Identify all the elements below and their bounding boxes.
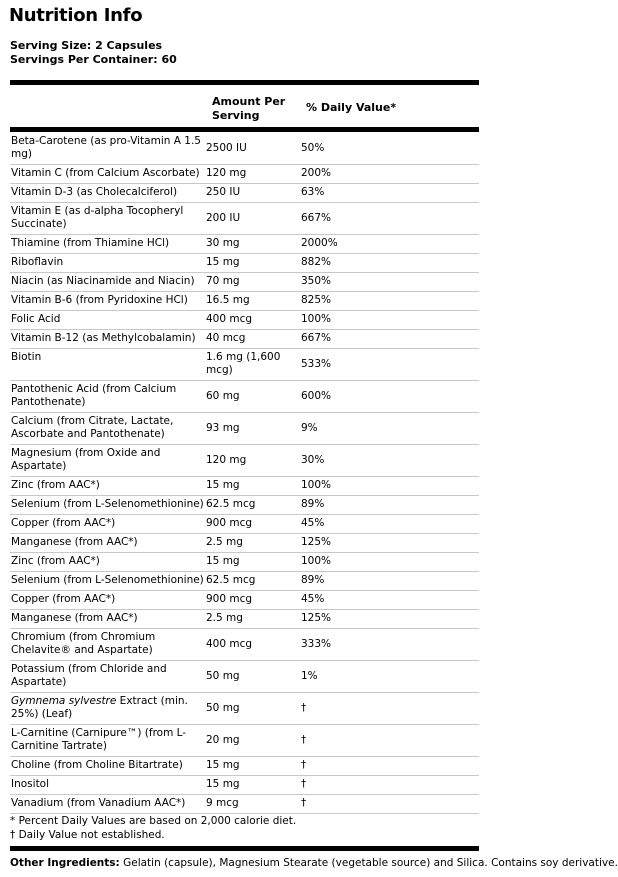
- table-row: [10, 515, 479, 534]
- nutrient-amount: 60 mg: [206, 381, 300, 413]
- nutrient-amount: 9 mcg: [206, 795, 300, 814]
- nutrient-amount: 15 mg: [206, 776, 300, 795]
- nutrient-name: Inositol: [10, 776, 206, 795]
- nutrient-daily-value: 667%: [300, 330, 479, 349]
- nutrient-name-italic: Gymnema sylvestre: [11, 695, 117, 707]
- nutrient-name: Vitamin E (as d-alpha Tocopheryl Succinate): [10, 203, 206, 235]
- nutrient-daily-value: †: [300, 693, 479, 725]
- table-row: [10, 591, 479, 610]
- other-ingredients-label: Other Ingredients:: [10, 857, 120, 869]
- nutrient-name: Copper (from AAC*): [10, 591, 206, 610]
- table-row: [10, 776, 479, 795]
- nutrient-name: Zinc (from AAC*): [10, 553, 206, 572]
- nutrient-daily-value: 200%: [300, 165, 479, 184]
- table-row: [10, 661, 479, 693]
- nutrient-name: Selenium (from L-Selenomethionine): [10, 572, 206, 591]
- table-row: [10, 725, 479, 757]
- nutrient-amount: 30 mg: [206, 235, 300, 254]
- nutrient-amount: 2.5 mg: [206, 534, 300, 553]
- table-row: [10, 165, 479, 184]
- nutrient-daily-value: 89%: [300, 496, 479, 515]
- table-row: [10, 757, 479, 776]
- table-row: [10, 496, 479, 515]
- nutrient-name: Manganese (from AAC*): [10, 610, 206, 629]
- nutrient-name: Potassium (from Chloride and Aspartate): [10, 661, 206, 693]
- nutrient-amount: 15 mg: [206, 757, 300, 776]
- nutrient-name: [10, 693, 206, 725]
- nutrient-amount: 70 mg: [206, 273, 300, 292]
- header-thick-rule: [10, 127, 479, 132]
- table-row: [10, 445, 479, 477]
- nutrient-table: [10, 133, 479, 814]
- nutrient-amount: 15 mg: [206, 553, 300, 572]
- nutrient-amount: 50 mg: [206, 661, 300, 693]
- nutrient-name: Selenium (from L-Selenomethionine): [10, 496, 206, 515]
- nutrient-daily-value: 825%: [300, 292, 479, 311]
- table-row: [10, 203, 479, 235]
- nutrient-daily-value: 882%: [300, 254, 479, 273]
- nutrient-amount: 400 mcg: [206, 311, 300, 330]
- nutrient-daily-value: 30%: [300, 445, 479, 477]
- table-row: [10, 184, 479, 203]
- nutrient-amount: 200 IU: [206, 203, 300, 235]
- nutrient-amount: 2.5 mg: [206, 610, 300, 629]
- table-row: [10, 349, 479, 381]
- nutrient-daily-value: 600%: [300, 381, 479, 413]
- nutrient-daily-value: 125%: [300, 534, 479, 553]
- nutrient-name: Copper (from AAC*): [10, 515, 206, 534]
- nutrient-name-rest: Extract (min. 25%) (Leaf): [11, 695, 188, 720]
- nutrient-amount: 900 mcg: [206, 591, 300, 610]
- table-row: [10, 534, 479, 553]
- daily-value-header: % Daily Value*: [306, 101, 397, 114]
- table-row: [10, 795, 479, 814]
- table-row: [10, 610, 479, 629]
- nutrient-name: Vitamin B-12 (as Methylcobalamin): [10, 330, 206, 349]
- table-row: [10, 629, 479, 661]
- nutrient-daily-value: 667%: [300, 203, 479, 235]
- nutrient-amount: 400 mcg: [206, 629, 300, 661]
- nutrient-amount: 62.5 mcg: [206, 572, 300, 591]
- table-row: [10, 311, 479, 330]
- nutrient-name: Riboflavin: [10, 254, 206, 273]
- table-row: [10, 413, 479, 445]
- table-row: [10, 235, 479, 254]
- page-title: Nutrition Info: [9, 5, 143, 26]
- table-row: [10, 133, 479, 165]
- nutrient-name: Chromium (from Chromium Chelavite® and Aspartate): [10, 629, 206, 661]
- bottom-thick-rule: [10, 846, 479, 851]
- nutrient-amount: 16.5 mg: [206, 292, 300, 311]
- nutrient-daily-value: †: [300, 725, 479, 757]
- nutrient-amount: 50 mg: [206, 693, 300, 725]
- table-row: [10, 477, 479, 496]
- nutrient-amount: 15 mg: [206, 477, 300, 496]
- nutrient-name: Vitamin C (from Calcium Ascorbate): [10, 165, 206, 184]
- nutrient-daily-value: 45%: [300, 515, 479, 534]
- nutrient-daily-value: 350%: [300, 273, 479, 292]
- nutrient-amount: 93 mg: [206, 413, 300, 445]
- table-row: [10, 254, 479, 273]
- nutrient-daily-value: 125%: [300, 610, 479, 629]
- amount-per-serving-header: Amount Per Serving: [212, 95, 286, 122]
- nutrient-daily-value: 100%: [300, 553, 479, 572]
- nutrient-daily-value: 63%: [300, 184, 479, 203]
- nutrient-amount: 250 IU: [206, 184, 300, 203]
- nutrient-amount: 120 mg: [206, 165, 300, 184]
- nutrient-name: Vanadium (from Vanadium AAC*): [10, 795, 206, 814]
- nutrient-name: Calcium (from Citrate, Lactate, Ascorbate and Pantothenate): [10, 413, 206, 445]
- nutrient-daily-value: 50%: [300, 133, 479, 165]
- nutrient-daily-value: 333%: [300, 629, 479, 661]
- nutrient-name: Folic Acid: [10, 311, 206, 330]
- nutrient-name: Niacin (as Niacinamide and Niacin): [10, 273, 206, 292]
- nutrient-daily-value: 100%: [300, 311, 479, 330]
- daily-value-not-established-footnote: † Daily Value not established.: [10, 829, 165, 841]
- nutrient-daily-value: †: [300, 757, 479, 776]
- nutrient-amount: 1.6 mg (1,600 mcg): [206, 349, 300, 381]
- table-row: [10, 381, 479, 413]
- other-ingredients: [10, 857, 618, 869]
- nutrient-name: L-Carnitine (Carnipure™) (from L-Carnitine Tartrate): [10, 725, 206, 757]
- serving-size: Serving Size: 2 Capsules: [10, 39, 163, 52]
- nutrient-name: Zinc (from AAC*): [10, 477, 206, 496]
- nutrient-amount: 2500 IU: [206, 133, 300, 165]
- nutrient-daily-value: 45%: [300, 591, 479, 610]
- nutrient-daily-value: †: [300, 776, 479, 795]
- nutrient-daily-value: 100%: [300, 477, 479, 496]
- table-row: [10, 572, 479, 591]
- percent-daily-value-footnote: * Percent Daily Values are based on 2,000 calorie diet.: [10, 815, 297, 827]
- table-row: [10, 330, 479, 349]
- nutrient-amount: 62.5 mcg: [206, 496, 300, 515]
- nutrient-daily-value: 9%: [300, 413, 479, 445]
- table-row: [10, 553, 479, 572]
- servings-per-container: Servings Per Container: 60: [10, 53, 177, 66]
- nutrient-daily-value: †: [300, 795, 479, 814]
- nutrient-name: Choline (from Choline Bitartrate): [10, 757, 206, 776]
- nutrient-amount: 15 mg: [206, 254, 300, 273]
- table-row: [10, 693, 479, 725]
- nutrient-name: Magnesium (from Oxide and Aspartate): [10, 445, 206, 477]
- nutrient-name: Biotin: [10, 349, 206, 381]
- table-row: [10, 273, 479, 292]
- table-row: [10, 292, 479, 311]
- top-thick-rule: [10, 80, 479, 85]
- nutrient-name: Thiamine (from Thiamine HCl): [10, 235, 206, 254]
- nutrient-daily-value: 533%: [300, 349, 479, 381]
- nutrient-name: Beta-Carotene (as pro-Vitamin A 1.5 mg): [10, 133, 206, 165]
- nutrient-daily-value: 89%: [300, 572, 479, 591]
- nutrient-name: Manganese (from AAC*): [10, 534, 206, 553]
- nutrient-name: Vitamin B-6 (from Pyridoxine HCl): [10, 292, 206, 311]
- nutrient-amount: 120 mg: [206, 445, 300, 477]
- nutrient-daily-value: 2000%: [300, 235, 479, 254]
- nutrient-name: Vitamin D-3 (as Cholecalciferol): [10, 184, 206, 203]
- nutrient-daily-value: 1%: [300, 661, 479, 693]
- other-ingredients-text: Gelatin (capsule), Magnesium Stearate (vegetable source) and Silica. Contains soy derivative.: [119, 857, 618, 869]
- nutrient-amount: 900 mcg: [206, 515, 300, 534]
- nutrient-amount: 40 mcg: [206, 330, 300, 349]
- nutrient-name: Pantothenic Acid (from Calcium Pantothenate): [10, 381, 206, 413]
- nutrient-amount: 20 mg: [206, 725, 300, 757]
